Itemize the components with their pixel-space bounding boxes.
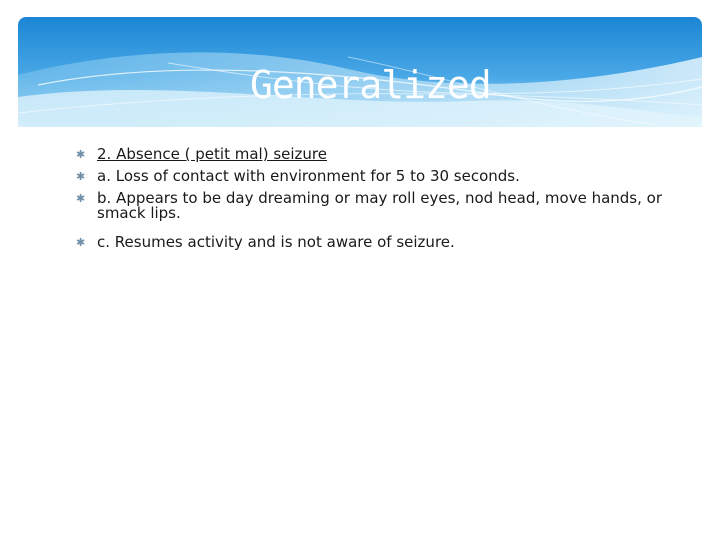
list-item [76, 147, 666, 162]
bullet-text: a. Loss of contact with environment for 5 to 30 seconds. [97, 167, 520, 185]
list-item [76, 191, 666, 221]
asterisk-icon: ✱ [76, 192, 86, 205]
asterisk-icon: ✱ [76, 148, 86, 161]
list-item [76, 169, 666, 184]
bullet-list [76, 147, 666, 257]
bullet-text: b. Appears to be day dreaming or may roll eyes, nod head, move hands, or smack lips. [97, 189, 662, 222]
bullet-text: c. Resumes activity and is not aware of seizure. [97, 233, 455, 251]
title-banner [18, 17, 702, 127]
bullet-text: 2. Absence ( petit mal) seizure [97, 145, 327, 163]
asterisk-icon: ✱ [76, 236, 86, 249]
slide-title: Generalized [250, 63, 491, 107]
asterisk-icon: ✱ [76, 170, 86, 183]
list-item [76, 235, 666, 250]
